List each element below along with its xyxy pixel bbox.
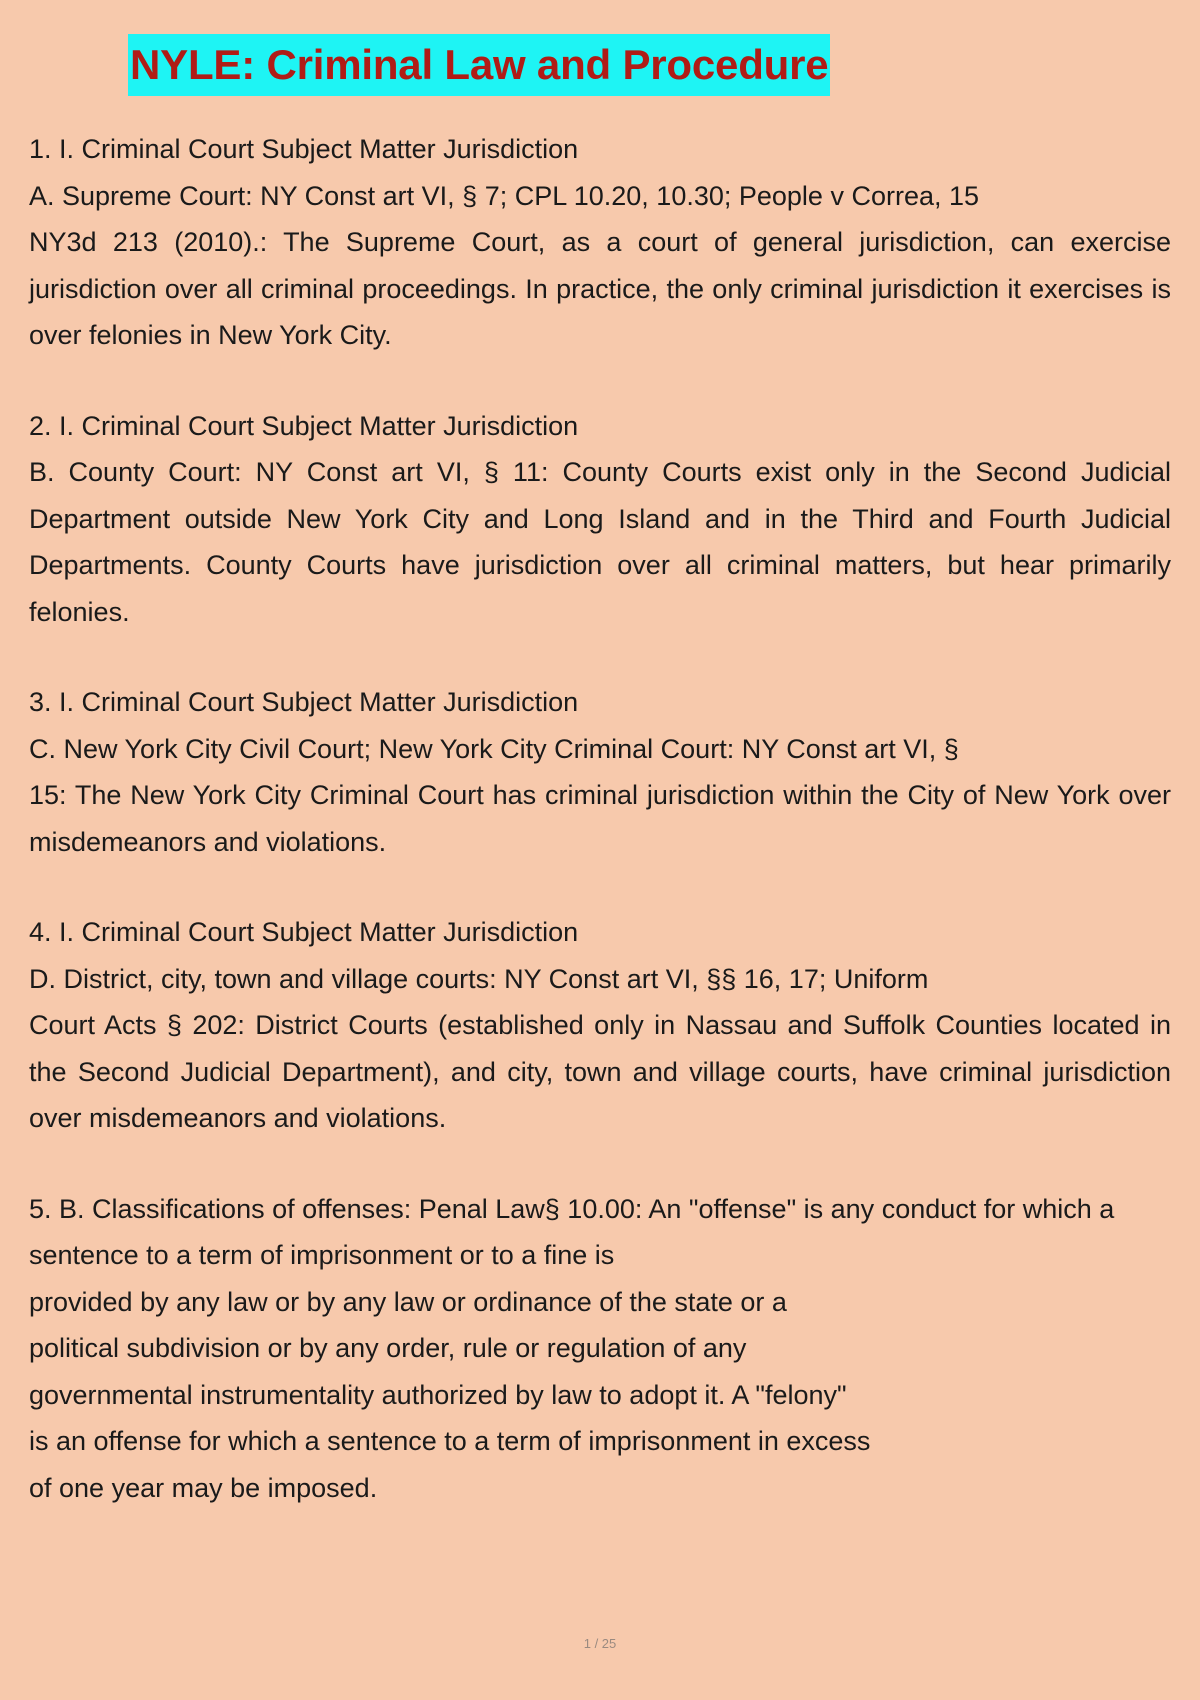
entry-text: NY3d 213 (2010).: The Supreme Court, as a court of general jurisdiction, can exercise jurisdiction over all criminal proceedings. In practice, the only criminal jurisdiction it exercises is over felonies in New York City.	[29, 227, 1171, 350]
entry-line: political subdivision or by any order, rule or regulation of any	[29, 1333, 747, 1363]
entry	[29, 1186, 1171, 1512]
entry-line: 5. B. Classifications of offenses: Penal Law§ 10.00: An "offense" is any conduct for which a	[29, 1193, 1115, 1224]
entry-heading: 2. I. Criminal Court Subject Matter Jurisdiction	[29, 410, 579, 441]
entries-list	[29, 126, 1171, 1555]
entry-line: sentence to a term of imprisonment or to a fine is	[29, 1240, 615, 1270]
page-indicator: 1 / 25	[583, 1636, 617, 1651]
entry-line: is an offense for which a sentence to a term of imprisonment in excess	[29, 1426, 871, 1456]
entry-subheading: D. District, city, town and village courts: NY Const art VI, §§ 16, 17; Uniform	[29, 963, 929, 994]
entry-line: governmental instrumentality authorized by law to adopt it. A "felony"	[29, 1379, 847, 1410]
page-title: NYLE: Criminal Law and Procedure	[130, 41, 829, 88]
entry-text: 15: The New York City Criminal Court has criminal jurisdiction within the City of New York over misdemeanors and violations.	[29, 780, 1171, 857]
entry	[29, 909, 1171, 1142]
entry-heading: 4. I. Criminal Court Subject Matter Jurisdiction	[29, 917, 579, 947]
entry	[29, 403, 1171, 636]
entry-heading: 3. I. Criminal Court Subject Matter Jurisdiction	[29, 687, 579, 717]
entry-heading: 1. I. Criminal Court Subject Matter Jurisdiction	[29, 134, 579, 164]
entry-text: Court Acts § 202: District Courts (established only in Nassau and Suffolk Counties located in the Second Judicial Department), and city, town and village courts, have criminal jurisdiction over misdemeanors and violations.	[29, 1010, 1171, 1133]
entry-line: of one year may be imposed.	[29, 1472, 378, 1503]
entry	[29, 126, 1171, 359]
title-highlight	[128, 34, 830, 96]
entry-subheading: C. New York City Civil Court; New York City Criminal Court: NY Const art VI, §	[29, 733, 959, 764]
entry	[29, 679, 1171, 865]
entry-text: B. County Court: NY Const art VI, § 11: County Courts exist only in the Second Judicial Department outside New York City and Long Island and in the Third and Fourth Judicial Departments. County Courts have jurisdiction over all criminal matters, but hear primarily felonies.	[29, 457, 1171, 627]
entry-subheading: A. Supreme Court: NY Const art VI, § 7; CPL 10.20, 10.30; People v Correa, 15	[29, 180, 980, 211]
entry-line: provided by any law or by any law or ordinance of the state or a	[29, 1286, 787, 1317]
